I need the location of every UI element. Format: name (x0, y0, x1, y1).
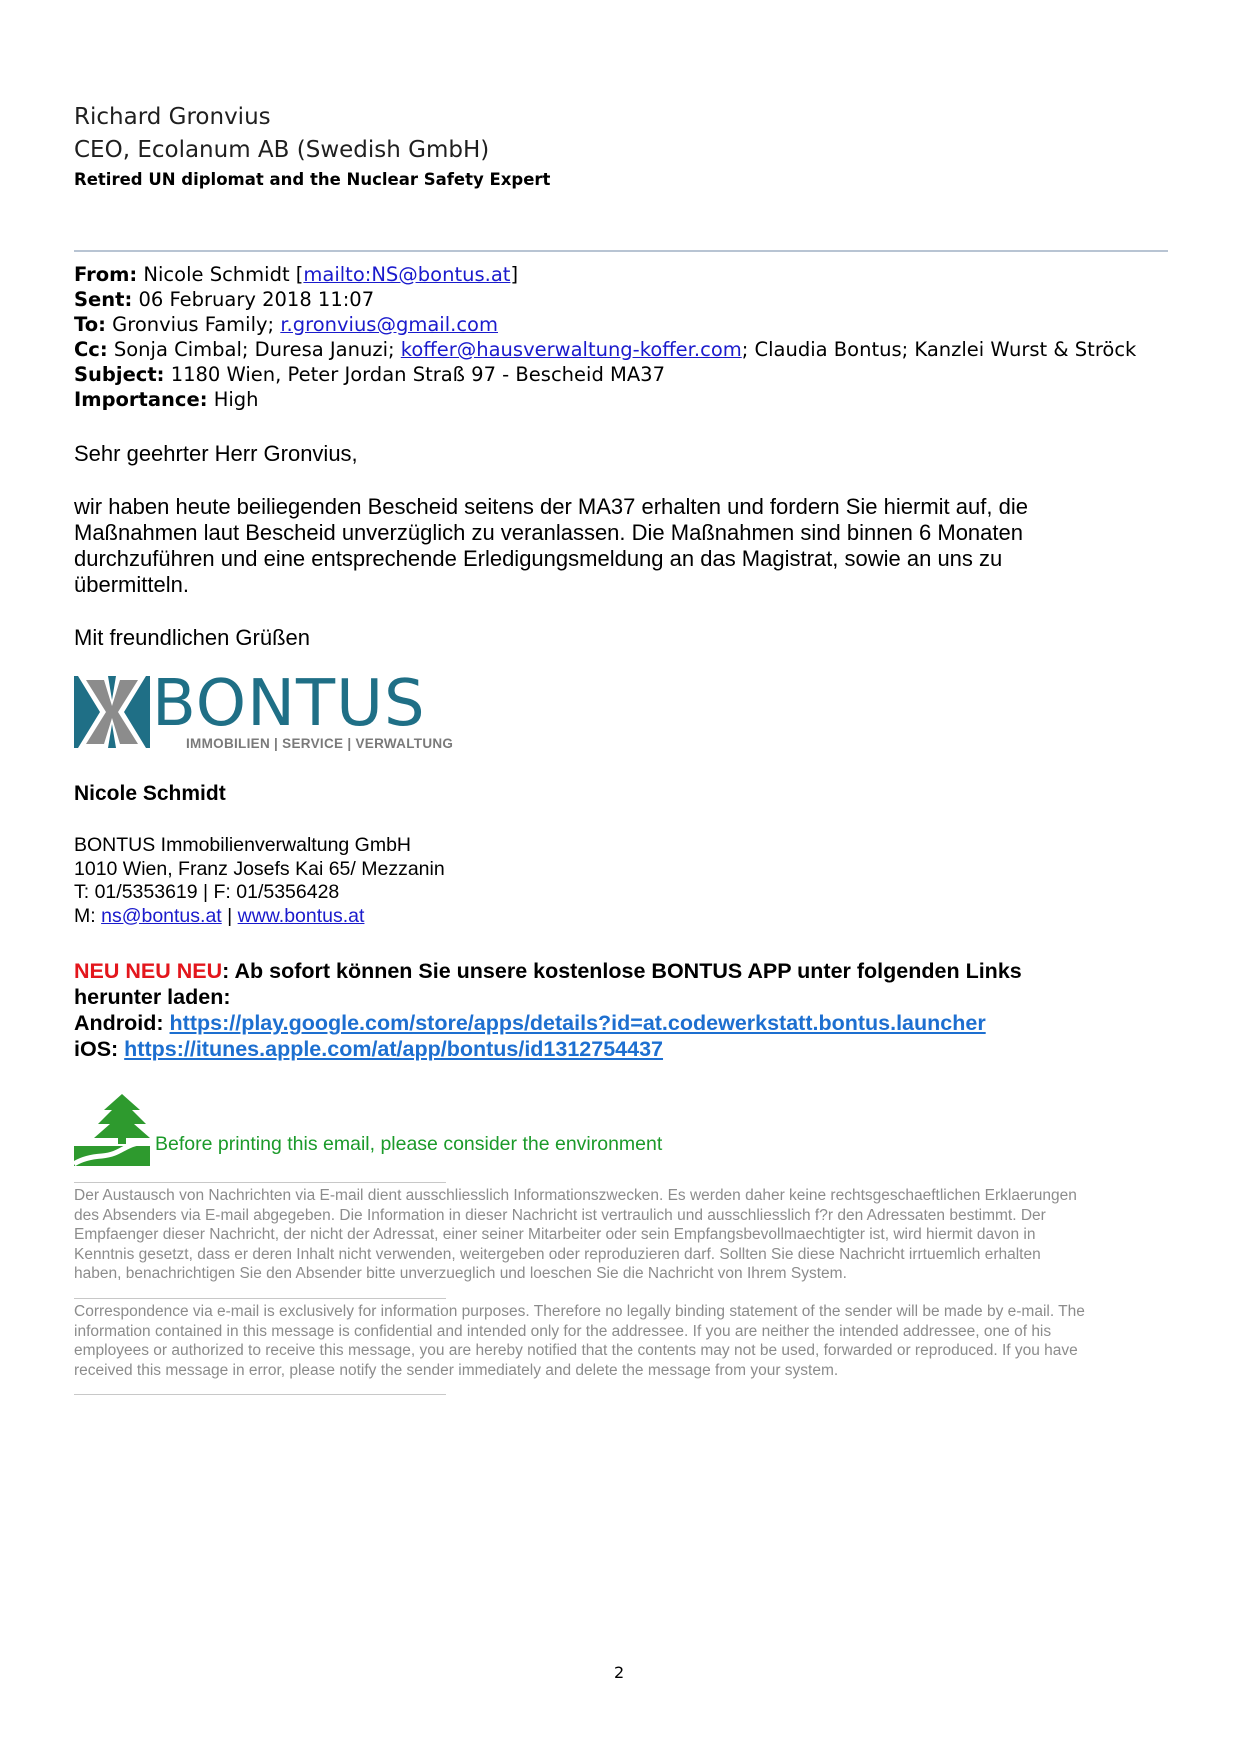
sender-role: CEO, Ecolanum AB (Swedish GmbH) (74, 137, 490, 163)
disclaimer-divider (74, 1182, 446, 1183)
email-header (74, 262, 1136, 412)
body-line: wir haben heute beiliegenden Bescheid seitens der MA37 erhalten und fordern Sie hiermit auf, die (74, 494, 1028, 519)
disclaimer-english (74, 1302, 1174, 1380)
body-line: übermitteln. (74, 572, 189, 597)
bontus-x-mark-icon (74, 676, 150, 748)
signature-website-link[interactable]: www.bontus.at (237, 904, 365, 927)
android-app-link[interactable]: https://play.google.com/store/apps/details?id=at.codewerkstatt.bontus.launcher (169, 1011, 986, 1035)
promo-new-label: NEU NEU NEU (74, 959, 223, 983)
tree-environment-icon (74, 1094, 150, 1166)
bontus-tagline: IMMOBILIEN | SERVICE | VERWALTUNG (186, 736, 454, 751)
cc-label: Cc: (74, 338, 108, 361)
page-number: 2 (614, 1663, 625, 1682)
cc-email-link[interactable]: koffer@hausverwaltung-koffer.com (400, 338, 742, 361)
from-mailto-link[interactable]: mailto:NS@bontus.at (303, 263, 511, 286)
disclaimer-line: Empfaenger dieser Nachricht, der nicht der Adressat, einer seiner Mitarbeiter oder sein Empfangsbevollmaechtigter ist, wird hiermit davon in (74, 1226, 1036, 1243)
signature-company: BONTUS Immobilienverwaltung GmbH (74, 834, 412, 856)
signature-phone: T: 01/5353619 | F: 01/5356428 (74, 881, 340, 903)
from-name: Nicole Schmidt [ (143, 263, 304, 286)
promo-line: herunter laden: (74, 985, 231, 1009)
signature-contact (74, 905, 445, 929)
subject-label: Subject: (74, 363, 165, 386)
to-email-link[interactable]: r.gronvius@gmail.com (280, 313, 498, 336)
bontus-wordmark: BONTUS (152, 667, 426, 741)
greeting: Sehr geehrter Herr Gronvius, (74, 441, 358, 466)
sent-label: Sent: (74, 288, 133, 311)
disclaimer-line: haben, benachrichtigen Sie den Absender bitte unverzueglich und loeschen Sie die Nachricht von Ihrem System. (74, 1265, 847, 1282)
disclaimer-line: Correspondence via e-mail is exclusively for information purposes. Therefore no legally binding statement of the sender will be made by e-mail. The (74, 1303, 1085, 1320)
subject-value: 1180 Wien, Peter Jordan Straß 97 - Bescheid MA37 (170, 363, 665, 386)
body-line: Maßnahmen laut Bescheid unverzüglich zu veranlassen. Die Maßnahmen sind binnen 6 Monaten (74, 520, 1023, 545)
disclaimer-divider (74, 1298, 446, 1299)
disclaimer-german (74, 1186, 1174, 1284)
android-label: Android: (74, 1011, 170, 1035)
promo-text: : Ab sofort können Sie unsere kostenlose BONTUS APP unter folgenden Links (222, 959, 1022, 983)
importance-value: High (213, 388, 259, 411)
from-line (74, 262, 1136, 287)
sent-value: 06 February 2018 11:07 (138, 288, 375, 311)
sender-name: Richard Gronvius (74, 104, 271, 130)
from-close: ] (510, 263, 519, 286)
bontus-logo (74, 667, 454, 756)
cc-line (74, 337, 1136, 362)
disclaimer-line: Kenntnis gesetzt, dass er deren Inhalt nicht verwenden, weitergeben oder reproduzieren darf. Sollten Sie diese Nachricht irrtuemlich erhalten (74, 1245, 1041, 1263)
ios-line (74, 1036, 1022, 1062)
mail-label: M: (74, 904, 102, 927)
importance-line (74, 387, 1136, 412)
ios-label: iOS: (74, 1037, 125, 1061)
closing: Mit freundlichen Grüßen (74, 625, 310, 650)
disclaimer-line: received this message in error, please notify the sender immediately and delete the message from your system. (74, 1361, 839, 1379)
disclaimer-line: employees or authorized to receive this message, you are hereby notified that the contents may not be used, forwarded or reproduced. If you have (74, 1342, 1078, 1359)
disclaimer-divider (74, 1394, 446, 1395)
body-paragraph (74, 494, 1028, 598)
ios-app-link[interactable]: https://itunes.apple.com/at/app/bontus/id1312754437 (124, 1037, 664, 1061)
body-line: durchzuführen und eine entsprechende Erledigungsmeldung an das Magistrat, sowie an uns zu (74, 546, 1003, 571)
signature-email-link[interactable]: ns@bontus.at (101, 904, 222, 927)
sender-tagline: Retired UN diplomat and the Nuclear Safety Expert (74, 170, 551, 189)
sent-line (74, 287, 1136, 312)
cc-value: Sonja Cimbal; Duresa Januzi; (113, 338, 401, 361)
cc-value-rest: ; Claudia Bontus; Kanzlei Wurst & Ströck (741, 338, 1137, 361)
from-label: From: (74, 263, 138, 286)
disclaimer-line: Der Austausch von Nachrichten via E-mail dient ausschliesslich Informationszwecken. Es werden daher keine rechtsgeschaeftlichen Erklaerungen (74, 1187, 1077, 1204)
header-divider (74, 250, 1168, 252)
subject-line (74, 362, 1136, 387)
signature-address: 1010 Wien, Franz Josefs Kai 65/ Mezzanin (74, 857, 445, 880)
to-value: Gronvius Family; (112, 313, 281, 336)
app-promo (74, 958, 1022, 1062)
promo-line (74, 958, 1022, 984)
android-line (74, 1010, 1022, 1036)
separator: | (221, 904, 238, 927)
disclaimer-line: information contained in this message is confidential and intended only for the addressee. If you are neither the intended addressee, one of his (74, 1322, 1052, 1340)
importance-label: Importance: (74, 388, 208, 411)
to-line (74, 312, 1136, 337)
eco-notice: Before printing this email, please consider the environment (155, 1133, 663, 1155)
disclaimer-line: des Absenders via E-mail abgegeben. Die Information in dieser Nachricht ist vertraulich und ausschliesslich f?r den Adressaten bestimmt. Der (74, 1206, 1046, 1224)
signature-block (74, 834, 445, 928)
to-label: To: (74, 313, 106, 336)
signature-name: Nicole Schmidt (74, 782, 226, 805)
